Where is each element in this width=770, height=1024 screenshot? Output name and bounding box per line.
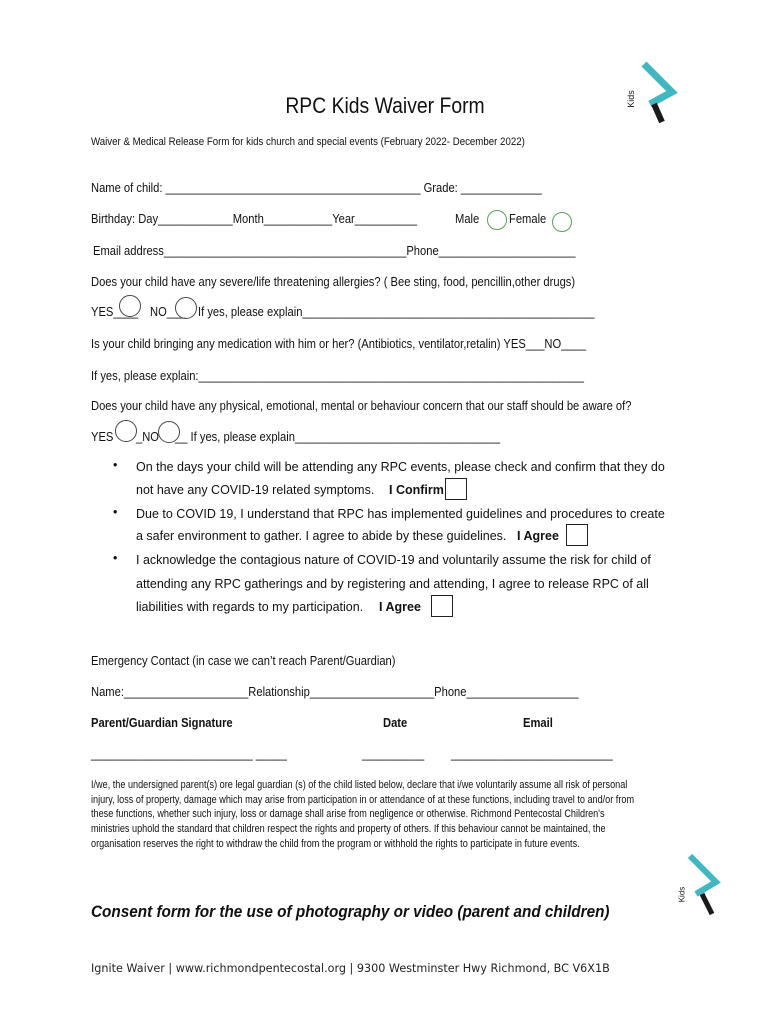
date-label: Date (383, 715, 408, 730)
bullet-3-line-2: attending any RPC gatherings and by registering and attending, I agree to release RPC of all (136, 577, 649, 591)
bullet-1-line-1: On the days your child will be attending any RPC events, please check and confirm that they do (136, 460, 665, 474)
allergies-no-radio[interactable] (175, 297, 197, 319)
disclaimer-paragraph: I/we, the undersigned parent(s) ore legal guardian (s) of the child listed below, declare that i/we voluntarily assume all risk of personal injury, loss of property, damage which may arise from participation in or attendance of at these functions, including travel to and/or from these functions, whether such injury, loss or damage shall arise from negligence or otherwise. Richmond Pentecostal Children's ministries uphold the standard that children respect the rights and property of others. If this behaviour cannot be maintained, the organisation reserves the right to withdraw the child from the program or withhold the rights to participate in future events. (91, 779, 635, 850)
date-field[interactable]: __________ (362, 746, 425, 761)
i-confirm-checkbox[interactable] (445, 478, 467, 500)
name-of-child-field[interactable]: Name of child: _________________________________________ Grade: _____________ (91, 180, 542, 195)
allergies-no-label: NO___ (150, 304, 186, 319)
male-label: Male (455, 211, 480, 226)
i-confirm-label: I Confirm (389, 483, 444, 497)
page-title: RPC Kids Waiver Form (285, 93, 485, 118)
kids-logo-bottom (677, 852, 724, 918)
parent-signature-label: Parent/Guardian Signature (91, 715, 233, 730)
email-field[interactable]: __________________________ (451, 746, 613, 761)
email-phone-field[interactable]: Email address_______________________________________Phone______________________ (93, 243, 576, 258)
page-footer: Ignite Waiver | www.richmondpentecostal.org | 9300 Westminster Hwy Richmond, BC V6X1B (91, 962, 610, 975)
consent-heading: Consent form for the use of photography or video (parent and children) (91, 902, 610, 921)
birthday-field[interactable]: Birthday: Day____________Month___________Year__________ (91, 211, 417, 226)
i-agree-checkbox-2[interactable] (431, 595, 453, 617)
medication-question[interactable]: Is your child bringing any medication with him or her? (Antibiotics, ventilator,retalin) YES___NO____ (91, 336, 587, 351)
logo-text-bottom: Kids (677, 886, 687, 903)
concern-yes-radio[interactable] (115, 420, 137, 442)
allergies-question: Does your child have any severe/life threatening allergies? ( Bee sting, food, pencillin,other drugs) (91, 274, 576, 289)
bullet-icon: • (113, 458, 118, 472)
parent-signature-field[interactable]: __________________________ _____ (91, 746, 287, 761)
concern-question: Does your child have any physical, emotional, mental or behaviour concern that our staff should be aware of? (91, 398, 632, 413)
concern-explain-field[interactable]: __ If yes, please explain_________________________________ (175, 429, 501, 444)
concern-yes-label: YES (91, 429, 114, 444)
i-agree-label-1: I Agree (517, 529, 559, 543)
emergency-contact-field[interactable]: Name:____________________Relationship____________________Phone__________________ (91, 684, 579, 699)
bullet-icon: • (113, 551, 118, 565)
allergies-explain-field[interactable]: If yes, please explain_______________________________________________ (198, 304, 595, 319)
email-label: Email (523, 715, 553, 730)
emergency-heading: Emergency Contact (in case we can’t reach Parent/Guardian) (91, 653, 396, 668)
logo-text-top: Kids (625, 90, 636, 108)
male-radio[interactable] (487, 210, 507, 230)
bullet-3-line-3: liabilities with regards to my participation. (136, 600, 364, 614)
allergies-yes-label: YES____ (91, 304, 139, 319)
medication-explain-field[interactable]: If yes, please explain:______________________________________________________________ (91, 368, 585, 383)
female-label: Female (509, 211, 547, 226)
female-radio[interactable] (552, 212, 572, 232)
i-agree-checkbox-1[interactable] (566, 524, 588, 546)
bullet-icon: • (113, 505, 118, 519)
i-agree-label-2: I Agree (379, 600, 421, 614)
concern-no-label: _NO (136, 429, 159, 444)
bullet-2-line-1: Due to COVID 19, I understand that RPC has implemented guidelines and procedures to create (136, 507, 665, 521)
allergies-yes-radio[interactable] (119, 295, 141, 317)
bullet-3-line-1: I acknowledge the contagious nature of COVID-19 and voluntarily assume the risk for child of (136, 553, 651, 567)
page-subtitle: Waiver & Medical Release Form for kids church and special events (February 2022- December 2022) (91, 136, 525, 148)
bullet-1-line-2: not have any COVID-19 related symptoms. (136, 483, 375, 497)
bullet-2-line-2: a safer environment to gather. I agree to abide by these guidelines. (136, 529, 507, 543)
